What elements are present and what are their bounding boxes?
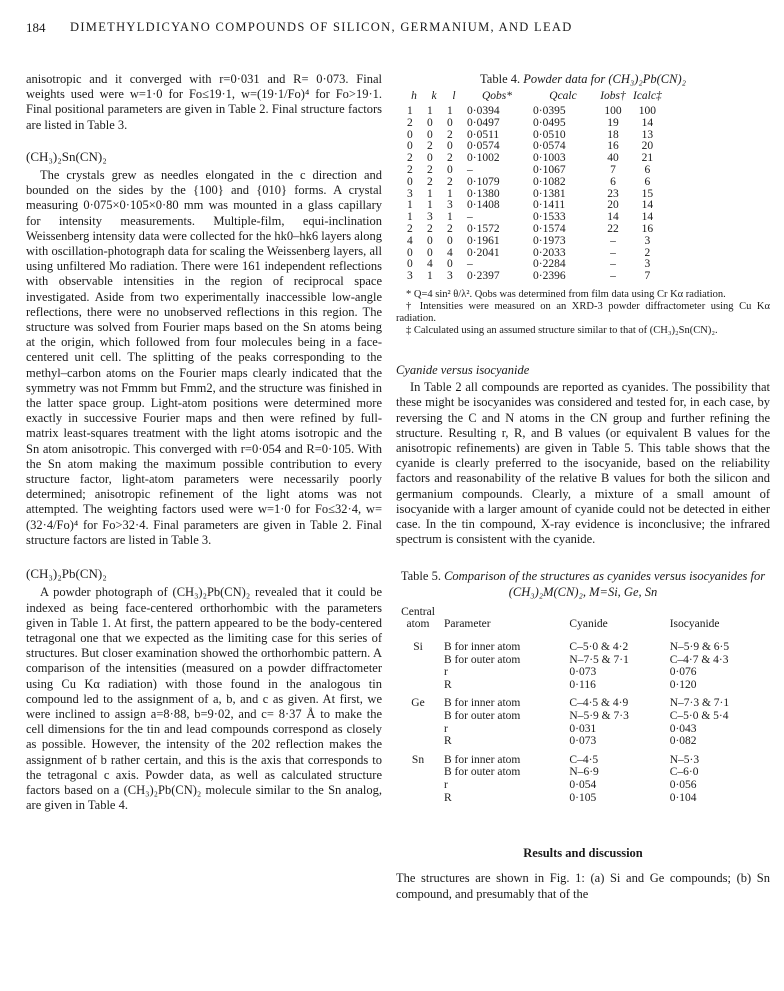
table4-cell: 20 xyxy=(641,140,654,153)
table4-cell: 0·0574 xyxy=(533,140,566,153)
table4-cell: 14 xyxy=(641,211,654,224)
table5-cell: B for inner atom xyxy=(444,753,521,766)
table5-cell: 0·056 xyxy=(669,778,697,791)
table5-cell: C–4·5 & 4·9 xyxy=(569,697,629,710)
table4-cell: 0·1381 xyxy=(533,187,566,200)
table4-cell: 1 xyxy=(427,199,433,212)
table5-cell: C–4·5 xyxy=(569,753,599,766)
table4-header-cell: k xyxy=(431,90,437,103)
table5-central-atom xyxy=(396,679,440,692)
table5-cell: B for outer atom xyxy=(444,653,521,666)
paragraph-pb: A powder photograph of (CH₃)₂Pb(CN)₂ revealed that it could be indexed as being face-centered orthorhombic with the parameters given in Table 1. At first, the pattern appeared to be the body-centered tetragonal one that we expected as the limiting case for this series of structures. But closer examination showed the orthorhombic pattern. A comparison of the intensities (measured on a powder diffractometer using Cu Kα radiation) with those found in the analogous tin compound led to the assignment of a, b, and c as given. At first, we were inclined to assign a=8·88, b=9·02, and c= 8·37 Å to make the cell dimensions for the tin and lead compounds correspond as closely as possible. However, the intensity of the 202 reflection makes the assignment of b rather certain, and this is the axis that corresponds to the tetragonal c axis. Powder data, as well as calculated structure factors based on a (CH₃)₂Pb(CN)₂ molecule similar to the Sn analog, are given in Table 4. xyxy=(26,585,382,813)
table4-cell: 6 xyxy=(644,175,651,188)
table5-cell: 0·054 xyxy=(569,778,597,791)
page-number: 184 xyxy=(26,20,46,35)
table5-cell: N–5·3 xyxy=(669,753,700,766)
table4-cell: – xyxy=(610,270,616,283)
table5-cell: 0·073 xyxy=(569,666,597,679)
table5-cell: N–7·5 & 7·1 xyxy=(569,653,629,666)
table-row xyxy=(396,735,766,748)
table4-body xyxy=(404,106,665,283)
table4-cell: 0·1574 xyxy=(533,222,566,235)
page-header xyxy=(16,20,768,38)
table4-cell: 1 xyxy=(447,211,453,224)
table4-cell: 1 xyxy=(427,187,433,200)
table-row xyxy=(396,710,766,723)
table4-cell: 3 xyxy=(447,270,453,283)
table5-header-cell: Central atom xyxy=(401,605,435,631)
table4-cell: 2 xyxy=(427,140,433,153)
table5-title: Comparison of the structures as cyanides versus isocyanides for (CH₃)₂M(CN)₂, M=Si, Ge, Sn xyxy=(444,569,766,599)
table4-cell: 14 xyxy=(641,116,654,129)
table4-cell: 7 xyxy=(644,270,651,283)
table4-title: Powder data for (CH₃)₂Pb(CN)₂ xyxy=(523,72,686,86)
table5-cell: R xyxy=(444,735,452,748)
table4-cell: 2 xyxy=(447,175,453,188)
table-row xyxy=(396,748,766,767)
table5-body xyxy=(396,635,766,804)
paragraph-cyanide: In Table 2 all compounds are reported as cyanides. The possibility that these might be isocyanides was considered and tested for, in each case, by reversing the C and N atoms in the CN group and further refining the structure. Resulting r, R, and B values (or equivalent B values for the anisotropic refinements) are given in Table 5. This table shows that the cyanide is clearly preferred to the isocyanide, based on the reliability factors and reasonability of the relative B values for both the silicon and germanium compounds. Clearly, a mixture of a small amount of isocyanide with a larger amount of cyanide could not be detected in either case. In the tin compound, X-ray evidence is inconclusive; the infrared spectrum is consistent with the cyanide. xyxy=(396,380,770,547)
table4-cell: 0·1411 xyxy=(533,199,566,212)
table4-cell: 0·0495 xyxy=(533,116,566,129)
table4-cell: – xyxy=(610,246,616,259)
table5-header-cell: Isocyanide xyxy=(669,618,720,631)
table4-cell: 0 xyxy=(427,128,433,141)
table-row xyxy=(404,271,665,283)
section-heading-pb: (CH₃)₂Pb(CN)₂ xyxy=(26,566,107,582)
table4-cell: 0 xyxy=(407,128,413,141)
table5-cell: B for inner atom xyxy=(444,697,521,710)
table5-cell: 0·116 xyxy=(569,678,596,691)
table-row xyxy=(396,766,766,779)
table5-cell: r xyxy=(444,722,448,735)
table4-cell: 19 xyxy=(607,116,619,129)
table4-label: Table 4. xyxy=(480,72,521,86)
table4-cell: 3 xyxy=(407,187,413,200)
table-row xyxy=(404,177,665,189)
table4-cell: 1 xyxy=(447,105,453,117)
table4-footnote: ‡ Calculated using an assumed structure similar to that of (CH₃)₂Sn(CN)₂. xyxy=(406,324,718,336)
table4-cell: 0·1067 xyxy=(533,163,566,176)
table4-cell: 2 xyxy=(427,222,433,235)
table5-cell: B for inner atom xyxy=(444,640,521,653)
table4-header-cell: l xyxy=(452,90,456,103)
table-row xyxy=(396,792,766,805)
table4-cell: 40 xyxy=(607,152,619,165)
table4-cell: 0·1533 xyxy=(533,211,566,224)
section-heading-results: Results and discussion xyxy=(523,846,643,861)
table5-central-atom xyxy=(396,710,440,723)
table5-header-row xyxy=(396,604,766,635)
table4-cell: 16 xyxy=(641,222,654,235)
table4-cell: 100 xyxy=(638,105,656,117)
table4-cell: 0 xyxy=(447,116,453,129)
table5-cell: B for outer atom xyxy=(444,766,521,779)
table4-header-cell: Qobs* xyxy=(481,90,513,103)
running-title: DIMETHYLDICYANO COMPOUNDS OF SILICON, GERMANIUM, AND LEAD xyxy=(70,20,573,34)
table4-cell: 0·0510 xyxy=(533,128,566,141)
table4-cell: 0·1961 xyxy=(467,234,500,247)
table4-cell: 0 xyxy=(447,234,453,247)
table4-cell: 2 xyxy=(447,152,453,165)
table4-cell: 3 xyxy=(644,234,651,247)
table4-cell: 100 xyxy=(604,105,622,117)
table4-cell: 2 xyxy=(644,246,651,259)
table5-cell: r xyxy=(444,778,448,791)
table5-cell: 0·104 xyxy=(669,791,697,804)
table4-cell: 7 xyxy=(610,163,616,176)
table4-cell: 0·0511 xyxy=(467,128,500,141)
table4-cell: 0 xyxy=(407,246,413,259)
table4-cell: 6 xyxy=(644,163,651,176)
paragraph-results: The structures are shown in Fig. 1: (a) Si and Ge compounds; (b) Sn compound, and presumably that of the xyxy=(396,871,770,901)
table4-cell: 3 xyxy=(427,211,433,224)
table5-cell: 0·082 xyxy=(669,735,697,748)
table4-cell: 0 xyxy=(407,258,413,271)
table-row xyxy=(404,165,665,177)
table4-cell: 0·2033 xyxy=(533,246,566,259)
table-row xyxy=(396,654,766,667)
table5-cell: r xyxy=(444,666,448,679)
table4-cell: 14 xyxy=(607,211,619,224)
table-row xyxy=(404,236,665,248)
table-row xyxy=(396,679,766,692)
table4-cell: 0·1380 xyxy=(467,187,500,200)
table4-cell: 3 xyxy=(447,199,453,212)
table-row xyxy=(404,224,665,236)
table4-header-cell: Qcalc xyxy=(549,90,577,103)
table4-cell: 21 xyxy=(641,152,654,165)
table4-cell: 16 xyxy=(607,140,619,153)
table5-cell: 0·073 xyxy=(569,735,597,748)
table4-header-cell: Icalc‡ xyxy=(633,90,662,103)
table4-footnotes xyxy=(396,289,770,337)
table5-header-cell: Parameter xyxy=(444,618,491,631)
table4-cell: 0·1003 xyxy=(533,152,566,165)
table4-cell: 18 xyxy=(607,128,619,141)
table4-cell: 0·2041 xyxy=(467,246,500,259)
table4-cell: 0·1973 xyxy=(533,234,566,247)
table4-cell: 2 xyxy=(427,175,433,188)
table4-cell: – xyxy=(467,163,473,176)
table4-cell: 2 xyxy=(427,163,433,176)
table-row xyxy=(396,779,766,792)
table4-cell: 4 xyxy=(407,234,413,247)
table-row xyxy=(396,691,766,710)
table4-cell: 2 xyxy=(407,222,413,235)
table4-cell: 1 xyxy=(407,105,413,117)
table4-cell: 4 xyxy=(447,246,453,259)
table5-cell: C–5·0 & 4·2 xyxy=(569,640,629,653)
table4-cell: 1 xyxy=(407,199,413,212)
table5-central-atom xyxy=(396,779,440,792)
table4-cell: 3 xyxy=(407,270,413,283)
table4-cell: – xyxy=(467,258,473,271)
table4-cell: 0·0394 xyxy=(467,105,500,117)
table5-cell: B for outer atom xyxy=(444,709,521,722)
table5-cell: 0·105 xyxy=(569,791,597,804)
table5-central-atom xyxy=(396,654,440,667)
table4-cell: – xyxy=(610,258,616,271)
table5-central-atom: Ge xyxy=(411,697,425,710)
table4-cell: 4 xyxy=(427,258,433,271)
table4-cell: 0·1572 xyxy=(467,222,500,235)
table-row xyxy=(396,723,766,736)
table4-cell: 0·1408 xyxy=(467,199,500,212)
table5-header-cell: Cyanide xyxy=(569,618,608,631)
table4-footnote: † Intensities were measured on an XRD-3 powder diffractometer using Cu Kα radiation. xyxy=(396,300,770,324)
table4-header-row xyxy=(404,89,665,106)
table5-cell: 0·031 xyxy=(569,722,597,735)
table4-cell: 23 xyxy=(607,187,619,200)
table5-central-atom xyxy=(396,792,440,805)
table5-cell: C–5·0 & 5·4 xyxy=(669,709,729,722)
right-column xyxy=(396,72,770,902)
section-heading-sn: (CH₃)₂Sn(CN)₂ xyxy=(26,148,107,164)
table4-cell: 0 xyxy=(447,140,453,153)
table5-cell: N–6·9 xyxy=(569,766,599,779)
table4-cell: 2 xyxy=(407,152,413,165)
table4-cell: 0 xyxy=(427,246,433,259)
table4-cell: 15 xyxy=(641,187,654,200)
table4-cell: 0 xyxy=(427,152,433,165)
table4-footnote: * Q=4 sin² θ/λ². Qobs was determined from film data using Cr Kα radiation. xyxy=(406,288,726,300)
table4-cell: 0·0497 xyxy=(467,116,500,129)
table5-central-atom xyxy=(396,766,440,779)
table4-cell: 0 xyxy=(407,140,413,153)
left-column xyxy=(26,72,382,813)
table4-cell: 0·1082 xyxy=(533,175,566,188)
table4-cell: 0·0395 xyxy=(533,105,566,117)
table5-cell: N–5·9 & 6·5 xyxy=(669,640,730,653)
table4-cell: 0·2397 xyxy=(467,270,500,283)
table4-cell: 0·1002 xyxy=(467,152,500,165)
table4-cell: – xyxy=(610,234,616,247)
table5-comparison xyxy=(396,604,766,804)
table5-central-atom xyxy=(396,735,440,748)
table5-cell: C–6·0 xyxy=(669,766,699,779)
table4-cell: 1 xyxy=(407,211,413,224)
section-heading-cyanide: Cyanide versus isocyanide xyxy=(396,362,530,377)
table5-central-atom: Sn xyxy=(411,753,425,766)
table-row xyxy=(404,118,665,130)
table4-cell: – xyxy=(467,211,473,224)
table4-cell: 2 xyxy=(407,163,413,176)
paragraph-sn: The crystals grew as needles elongated in the c direction and bounded on the sides by the {100} and {010} forms. A crystal measuring 0·075×0·105×0·80 mm was mounted in a glass capillary for intensity measurements. Multiple-film, equi-inclination Weissenberg intensity data were collected for the hk0–hk6 layers along with oscillation-photograph data for scaling the Weissenberg layers, all using unfiltered Mo radiation. There were 161 independent reflections with observable intensities in the region of reciprocal space investigated. Aside from two experimentally inaccessible low-angle reflections, there were no unobserved reflections in this region. The structure was solved from Fourier maps based on the Sn atoms being at the origin, which followed from four molecules being in a face-centered unit cell. The splitting of the peaks corresponding to the methyl–carbon atoms on the Fourier maps clearly indicated that the symmetry was not Fmmm but Fmm2, and the structure was finished in the latter space group. Light-atom positions were determined more exactly in successive Fourier maps and then were refined by full-matrix least-squares treatment with the light atoms isotropic and the Sn atom anisotropic. This converged with r=0·054 and R=0·105. With the Sn atom making the maximum possible contribution to every structure factor, light-atom parameters were necessarily poorly determined; anisotropic refinement of the light atoms was not attempted. The weighting factors used were w=1·0 for Fo≤32·4, w=(32·4/Fo)⁴ for Fo>32·4. Final parameters are given in Table 2. Final structure factors are listed in Table 3. xyxy=(26,168,382,547)
table-row xyxy=(396,635,766,654)
table4-cell: 2 xyxy=(407,116,413,129)
table4-cell: 2 xyxy=(447,222,453,235)
table4-cell: 3 xyxy=(644,258,651,271)
table4-cell: 0·2284 xyxy=(533,258,566,271)
table5-cell: 0·076 xyxy=(669,666,697,679)
table4-cell: 20 xyxy=(607,199,619,212)
table5-central-atom xyxy=(396,723,440,736)
table4-header-cell: h xyxy=(411,90,417,103)
table4-cell: 2 xyxy=(447,128,453,141)
table4-cell: 14 xyxy=(641,199,654,212)
table4-cell: 1 xyxy=(447,187,453,200)
table5-caption xyxy=(396,569,770,599)
table4-cell: 22 xyxy=(607,222,619,235)
table5-cell: N–7·3 & 7·1 xyxy=(669,697,730,710)
table4-cell: 0·1079 xyxy=(467,175,500,188)
table5-cell: N–5·9 & 7·3 xyxy=(569,709,629,722)
table5-central-atom: Si xyxy=(413,640,423,653)
table4-cell: 0 xyxy=(427,116,433,129)
table4-header-cell: Iobs† xyxy=(600,90,626,103)
table5-label: Table 5. xyxy=(400,569,441,584)
table5-cell: R xyxy=(444,791,452,804)
table4-cell: 1 xyxy=(427,270,433,283)
table5-cell: 0·043 xyxy=(669,722,697,735)
table5-cell: 0·120 xyxy=(669,678,697,691)
table4-cell: 0·0574 xyxy=(467,140,500,153)
table5-central-atom xyxy=(396,666,440,679)
table4-powder-data xyxy=(404,89,665,283)
table4-caption xyxy=(396,72,770,87)
table4-cell: 0·2396 xyxy=(533,270,566,283)
table4-cell: 0 xyxy=(427,234,433,247)
table4-cell: 0 xyxy=(407,175,413,188)
table4-cell: 0 xyxy=(447,163,453,176)
table4-cell: 0 xyxy=(447,258,453,271)
table4-cell: 6 xyxy=(610,175,616,188)
table5-cell: R xyxy=(444,678,452,691)
table5-cell: C–4·7 & 4·3 xyxy=(669,653,729,666)
table4-cell: 13 xyxy=(641,128,654,141)
table4-cell: 1 xyxy=(427,105,433,117)
paragraph-refinement: anisotropic and it converged with r=0·031 and R= 0·073. Final weights used were w=1·0 for Fo≤19·1, w=(19·1/Fo)⁴ for Fo>19·1. Final positional parameters are given in Table 2. Final structure factors are listed in Table 3. xyxy=(26,72,382,132)
table-row xyxy=(396,666,766,679)
